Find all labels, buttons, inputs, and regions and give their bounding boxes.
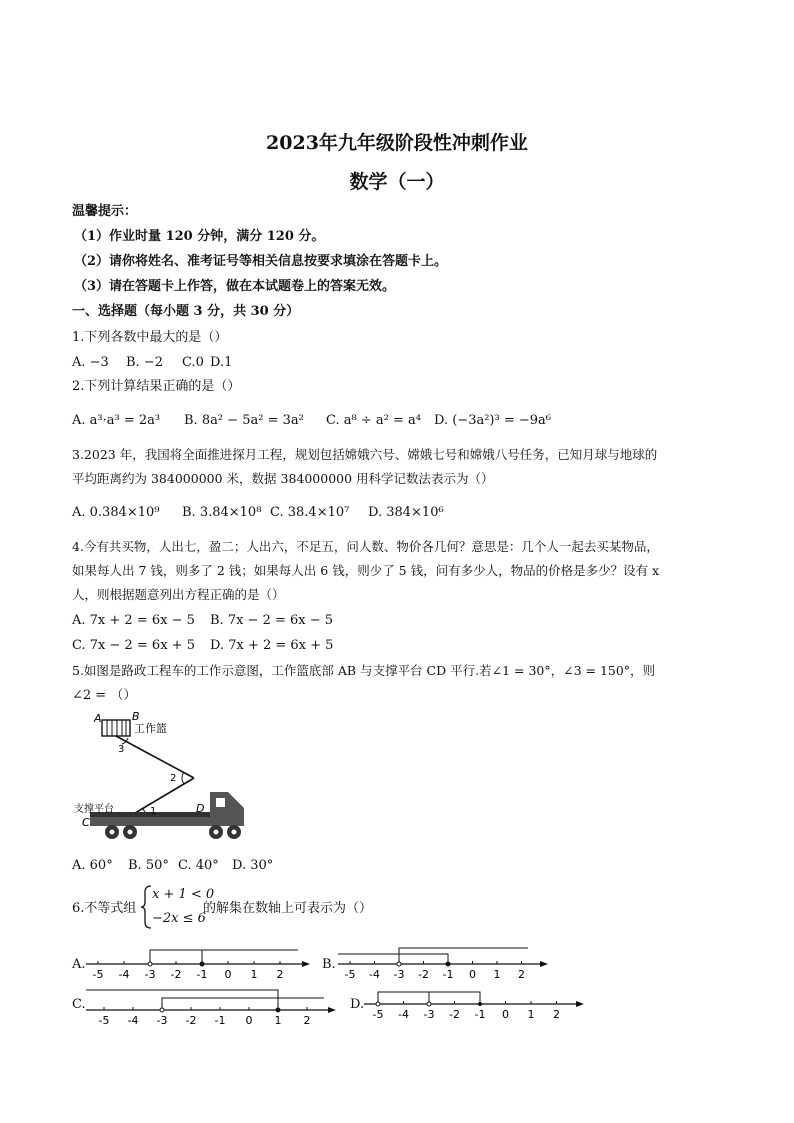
q5-option-d: D. 30°: [232, 858, 274, 873]
notice-item-3: （3）请在答题卡上作答，做在本试题卷上的答案无效。: [74, 279, 396, 294]
label-angle-3: 3: [118, 744, 125, 755]
axis-tick-label: -4: [127, 1014, 139, 1027]
notice-heading: 温馨提示：: [72, 204, 138, 219]
boom-arm: [116, 736, 194, 816]
axis-tick-label: 2: [276, 968, 284, 981]
page-title: 2023年九年级阶段性冲刺作业: [266, 132, 528, 154]
endpoint-dot: [397, 962, 401, 966]
notice-item-2: （2）请你将姓名、准考证号等相关信息按要求填涂在答题卡上。: [74, 254, 448, 269]
axis-tick-label: 0: [502, 1008, 509, 1021]
q6-option-b-label: B.: [322, 957, 336, 972]
question-5-stem-line-2: ∠2 = （）: [72, 688, 137, 703]
q5-option-c: C. 40°: [178, 858, 219, 873]
endpoint-dot: [160, 1008, 164, 1012]
label-angle-1: 1: [150, 806, 157, 817]
axis-tick-label: 0: [469, 968, 476, 981]
axis-tick-label: -1: [474, 1008, 486, 1021]
section-heading: 一、选择题（每小题 3 分，共 30 分）: [72, 304, 300, 319]
engineering-truck-figure: [70, 708, 260, 848]
question-2-stem: 2.下列计算结果正确的是（）: [72, 379, 241, 394]
number-line-b: [336, 940, 552, 984]
notice-item-1: （1）作业时量 120 分钟，满分 120 分。: [74, 229, 325, 244]
number-line-d: [362, 984, 588, 1028]
q4-option-d: D. 7x + 2 = 6x + 5: [210, 638, 334, 653]
axis-tick-label: 0: [245, 1014, 253, 1027]
axis-tick-label: 2: [553, 1008, 560, 1021]
q3-option-b: B. 3.84×10⁸: [182, 505, 262, 520]
truck-body: [90, 792, 244, 839]
question-4-options-row-1: [72, 612, 333, 630]
solution-bracket: [162, 998, 324, 1010]
axis-tick-label: -3: [423, 1008, 435, 1021]
axis-tick-label: 1: [274, 1014, 282, 1027]
axis-tick-label: -5: [344, 968, 356, 981]
axis-tick-label: 1: [493, 968, 501, 981]
question-3-stem-line-2: 平均距离约为 384000000 米，数据 384000000 用科学记数法表示为（）: [72, 471, 494, 486]
endpoint-dot: [200, 962, 204, 966]
q1-option-a: A. −3: [72, 355, 109, 370]
axis-tick-label: -2: [418, 968, 429, 981]
axis-tick-label: -5: [92, 968, 104, 981]
question-1-stem: 1.下列各数中最大的是（）: [72, 330, 228, 345]
axis-tick-label: -2: [170, 968, 182, 981]
q1-option-b: B. −2: [126, 355, 163, 370]
axis-tick-label: -4: [398, 1008, 409, 1021]
solution-bracket: [202, 950, 298, 964]
endpoint-dot: [376, 1002, 380, 1006]
question-3-stem-line-1: 3.2023 年，我国将全面推进探月工程，规划包括嫦娥六号、嫦娥七号和嫦娥八号任务，已知月球与地球的: [72, 447, 658, 462]
label-platform: 支撑平台: [74, 804, 114, 815]
axis-tick-label: -4: [369, 968, 380, 981]
q2-option-d: D. (−3a²)³ = −9a⁶: [434, 413, 551, 428]
question-5-options: [72, 857, 273, 875]
endpoint-dot: [478, 1002, 482, 1006]
axis-tick-label: -5: [98, 1014, 110, 1027]
axis-tick-label: -4: [118, 968, 130, 981]
label-b: B: [132, 710, 140, 723]
number-line-c: [84, 980, 340, 1028]
axis-tick-label: -1: [214, 1014, 226, 1027]
axis-arrow: [576, 1001, 584, 1007]
q3-option-c: C. 38.4×10⁷: [270, 505, 350, 520]
label-a: A: [94, 712, 102, 725]
q5-option-b: B. 50°: [128, 858, 169, 873]
axis-arrow: [328, 1007, 336, 1013]
endpoint-dot: [427, 1002, 431, 1006]
endpoint-dot: [276, 1008, 280, 1012]
solution-bracket: [399, 948, 528, 964]
axis-tick-label: -3: [393, 968, 405, 981]
endpoint-dot: [148, 962, 152, 966]
label-basket: 工作篮: [134, 722, 167, 735]
question-4-options-row-2: [72, 637, 333, 655]
axis-arrow: [302, 961, 310, 967]
q1-option-c: C.0: [182, 355, 204, 370]
solution-bracket: [150, 950, 284, 964]
q6-option-a-label: A.: [72, 957, 86, 972]
q3-option-d: D. 384×10⁶: [368, 505, 444, 520]
question-3-options: [72, 504, 444, 522]
solution-bracket: [338, 954, 448, 964]
question-4-stem-line-3: 人，则根据题意列出方程正确的是（）: [72, 587, 285, 602]
question-5-stem-line-1: 5.如图是路政工程车的工作示意图，工作篮底部 AB 与支撑平台 CD 平行.若∠1 = 30°，∠3 = 150°，则: [72, 663, 656, 678]
q2-option-c: C. a⁸ ÷ a² = a⁴: [326, 413, 421, 428]
axis-tick-label: -2: [449, 1008, 460, 1021]
axis-tick-label: 1: [250, 968, 258, 981]
axis-tick-label: -1: [196, 968, 208, 981]
axis-tick-label: -5: [372, 1008, 384, 1021]
axis-tick-label: -2: [185, 1014, 197, 1027]
q4-option-c: C. 7x − 2 = 6x + 5: [72, 638, 195, 653]
axis-tick-label: -3: [144, 968, 156, 981]
question-4-stem-line-1: 4.今有共买物，人出七，盈二；人出六，不足五，问人数、物价各几何？意思是：几个人一起去买某物品，: [72, 539, 659, 554]
question-4-stem-line-2: 如果每人出 7 钱，则多了 2 钱；如果每人出 6 钱，则少了 5 钱，问有多少人，物品的价格是多少？设有 x: [72, 563, 660, 578]
question-6-stem-prefix: 6.不等式组: [72, 901, 137, 916]
label-d: D: [196, 802, 205, 815]
axis-tick-label: 1: [527, 1008, 535, 1021]
q5-option-a: A. 60°: [72, 858, 113, 873]
q3-option-a: A. 0.384×10⁹: [72, 505, 160, 520]
question-2-options: [72, 412, 551, 430]
endpoint-dot: [446, 962, 450, 966]
page-subtitle: 数学（一）: [349, 171, 445, 193]
question-6-stem-suffix: 的解集在数轴上可表示为（）: [203, 901, 373, 916]
question-6-inequality-2: −2x ≤ 6: [152, 911, 206, 926]
label-c: C: [82, 816, 90, 829]
work-basket: [102, 720, 130, 736]
axis-arrow: [540, 961, 548, 967]
q4-option-a: A. 7x + 2 = 6x − 5: [72, 613, 195, 628]
axis-tick-label: -3: [156, 1014, 168, 1027]
question-1-options: [72, 354, 232, 372]
axis-tick-label: 0: [224, 968, 232, 981]
q4-option-b: B. 7x − 2 = 6x − 5: [210, 613, 334, 628]
number-line-a: [84, 940, 314, 984]
axis-tick-label: -1: [442, 968, 454, 981]
axis-tick-label: 2: [303, 1014, 311, 1027]
label-angle-2: 2: [170, 773, 177, 784]
axis-tick-label: 2: [518, 968, 525, 981]
q6-option-c-label: C.: [72, 997, 86, 1012]
q6-option-d-label: D.: [350, 997, 365, 1012]
q2-option-a: A. a³·a³ = 2a³: [72, 413, 161, 428]
q1-option-d: D.1: [210, 355, 233, 370]
question-6-inequality-1: x + 1 < 0: [152, 887, 215, 902]
q2-option-b: B. 8a² − 5a² = 3a²: [184, 413, 304, 428]
